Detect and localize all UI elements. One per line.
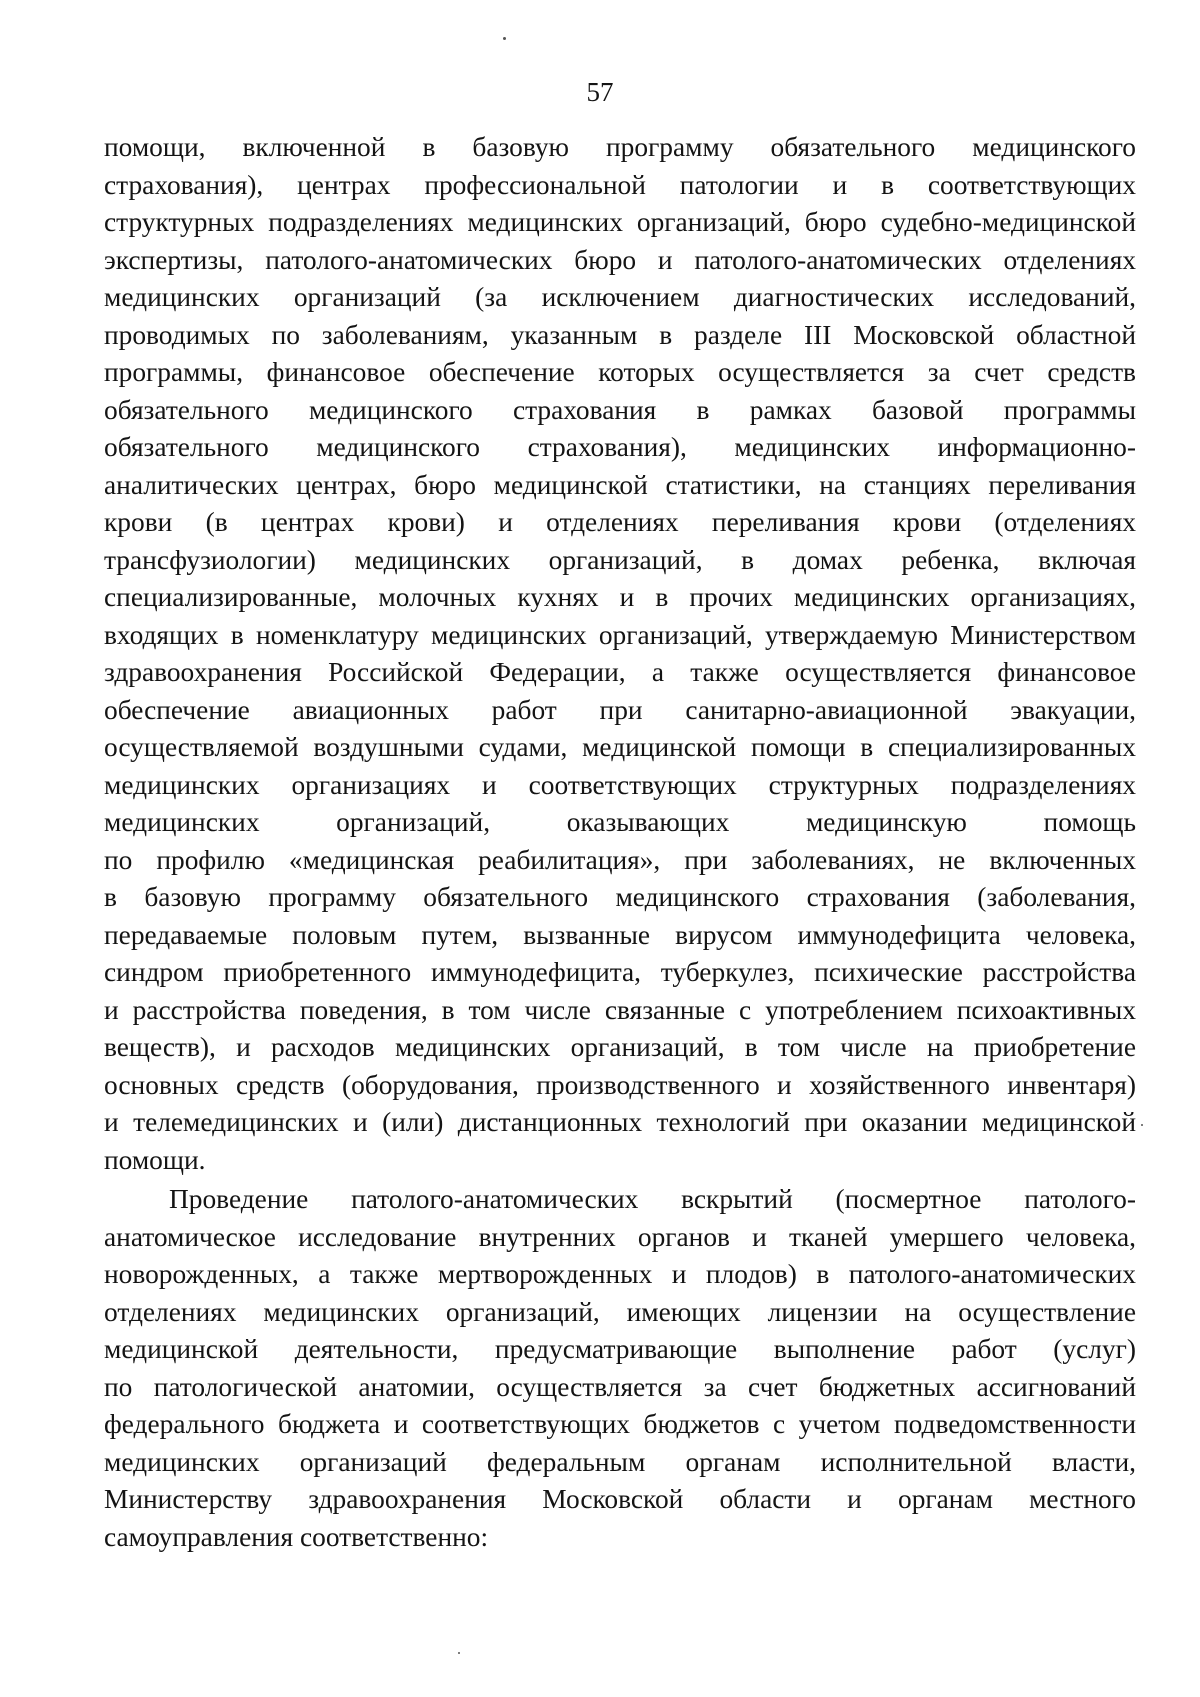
body-text xyxy=(104,129,1136,1556)
text-line: обязательного медицинского страхования), медицинских информационно- xyxy=(104,432,1136,462)
text-line: помощи, включенной в базовую программу обязательного медицинского xyxy=(104,132,1136,162)
text-line: структурных подразделениях медицинских организаций, бюро судебно-медицинской xyxy=(104,207,1136,237)
paragraph xyxy=(104,1181,1136,1556)
text-line: медицинской деятельности, предусматривающие выполнение работ (услуг) xyxy=(104,1334,1136,1364)
text-line: и расстройства поведения, в том числе связанные с употреблением психоактивных xyxy=(104,994,1136,1025)
text-line: самоуправления соответственно: xyxy=(104,1521,489,1552)
scan-speck xyxy=(458,1652,460,1654)
text-line: синдром приобретенного иммунодефицита, туберкулез, психические расстройства xyxy=(104,957,1136,987)
text-line: входящих в номенклатуру медицинских организаций, утверждаемую Министерством xyxy=(104,619,1136,650)
text-line: веществ), и расходов медицинских организаций, в том числе на приобретение xyxy=(104,1032,1136,1062)
text-line: Министерству здравоохранения Московской области и органам местного xyxy=(104,1484,1136,1514)
scan-speck xyxy=(503,37,506,40)
text-line: осуществляемой воздушными судами, медицинской помощи в специализированных xyxy=(104,732,1136,762)
text-line: обеспечение авиационных работ при санитарно-авиационной эвакуации, xyxy=(104,694,1136,725)
text-line: Проведение патолого-анатомических вскрытий (посмертное патолого- xyxy=(169,1184,1136,1214)
text-line: в базовую программу обязательного медицинского страхования (заболевания, xyxy=(104,882,1136,912)
text-line: медицинских организаций, оказывающих медицинскую помощь xyxy=(104,807,1136,837)
text-line: экспертизы, патолого-анатомических бюро и патолого-анатомических отделениях xyxy=(104,244,1136,275)
text-line: по патологической анатомии, осуществляется за счет бюджетных ассигнований xyxy=(104,1371,1136,1402)
text-line: медицинских организациях и соответствующих структурных подразделениях xyxy=(104,769,1136,800)
text-line: медицинских организаций федеральным органам исполнительной власти, xyxy=(104,1446,1136,1477)
text-line: новорожденных, а также мертворожденных и плодов) в патолого-анатомических xyxy=(104,1259,1136,1289)
text-line: по профилю «медицинская реабилитация», при заболеваниях, не включенных xyxy=(104,844,1136,875)
text-line: федерального бюджета и соответствующих бюджетов с учетом подведомственности xyxy=(104,1409,1136,1439)
paragraph xyxy=(104,129,1136,1179)
text-line: обязательного медицинского страхования в рамках базовой программы xyxy=(104,394,1136,425)
text-line: программы, финансовое обеспечение которых осуществляется за счет средств xyxy=(104,357,1136,387)
text-line: трансфузиологии) медицинских организаций, в домах ребенка, включая xyxy=(104,544,1136,575)
text-line: и телемедицинских и (или) дистанционных технологий при оказании медицинской xyxy=(104,1107,1136,1137)
text-line: анатомическое исследование внутренних органов и тканей умершего человека, xyxy=(104,1221,1136,1252)
text-line: аналитических центрах, бюро медицинской статистики, на станциях переливания xyxy=(104,469,1136,500)
text-line: специализированные, молочных кухнях и в прочих медицинских организациях, xyxy=(104,582,1136,612)
text-line: проводимых по заболеваниям, указанным в разделе III Московской областной xyxy=(104,319,1136,350)
text-line: страхования), центрах профессиональной патологии и в соответствующих xyxy=(104,169,1136,200)
text-line: здравоохранения Российской Федерации, а также осуществляется финансовое xyxy=(104,657,1136,687)
scan-speck xyxy=(1141,1124,1143,1126)
text-line: крови (в центрах крови) и отделениях переливания крови (отделениях xyxy=(104,507,1136,537)
text-line: передаваемые половым путем, вызванные вирусом иммунодефицита человека, xyxy=(104,919,1136,950)
text-line: основных средств (оборудования, производственного и хозяйственного инвентаря) xyxy=(104,1069,1136,1100)
text-line: медицинских организаций (за исключением диагностических исследований, xyxy=(104,282,1136,312)
text-line: помощи. xyxy=(104,1144,206,1175)
text-line: отделениях медицинских организаций, имеющих лицензии на осуществление xyxy=(104,1296,1136,1327)
page-number: 57 xyxy=(586,77,614,107)
